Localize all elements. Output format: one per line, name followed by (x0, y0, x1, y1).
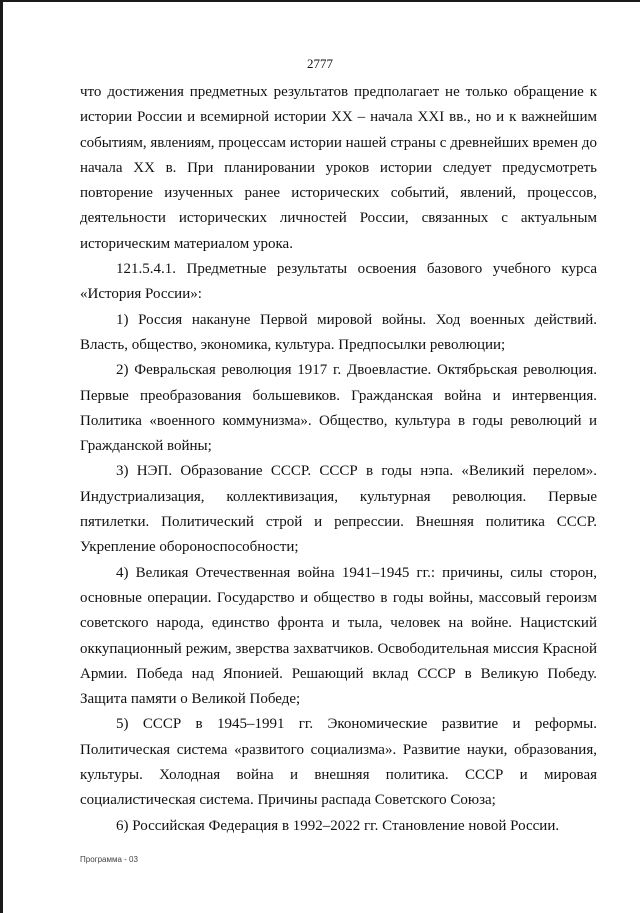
page-number: 2777 (307, 56, 333, 71)
list-item-3: 3) НЭП. Образование СССР. СССР в годы нэпа. «Великий перелом». Индустриализация, коллективизация, культурная революция. Первые пятилетки. Политический строй и репрессии. Внешняя политика СССР. Укрепление обороноспособности; (80, 463, 597, 556)
list-item-6: 6) Российская Федерация в 1992–2022 гг. Становление новой России. (116, 817, 560, 834)
document-body (80, 80, 597, 839)
paragraph-1: что достижения предметных результатов предполагает не только обращение к истории России и всемирной истории XX – начала XXI вв., но и к важнейшим событиям, явлениям, процессам истории нашей страны с древнейших времен до начала XX в. При планировании уроков истории следует предусмотреть повторение изученных ранее исторических событий, явлений, процессов, деятельности исторических личностей России, связанных с актуальным историческим материалом урока. (80, 84, 597, 252)
scan-edge-left (0, 0, 3, 913)
list-item-1: 1) Россия накануне Первой мировой войны. Ход военных действий. Власть, общество, экономика, культура. Предпосылки революции; (80, 311, 597, 353)
footer-label: Программа - 03 (80, 855, 138, 864)
scan-edge-top (0, 0, 640, 2)
list-item-2: 2) Февральская революция 1917 г. Двоевластие. Октябрьская революция. Первые преобразования большевиков. Гражданская война и интервенция. Политика «военного коммунизма». Общество, культура в годы революций и Гражданской войны; (80, 362, 597, 455)
paragraph-2: 121.5.4.1. Предметные результаты освоения базового учебного курса «История России»: (80, 261, 597, 303)
list-item-5: 5) СССР в 1945–1991 гг. Экономические развитие и реформы. Политическая система «развитого социализма». Развитие науки, образования, культуры. Холодная война и внешняя политика. СССР и мировая социалистическая система. Причины распада Советского Союза; (80, 716, 597, 809)
list-item-4: 4) Великая Отечественная война 1941–1945 гг.: причины, силы сторон, основные операции. Государство и общество в годы войны, массовый героизм советского народа, единство фронта и тыла, человек на войне. Нацистский оккупационный режим, зверства захватчиков. Освободительная миссия Красной Армии. Победа над Японией. Решающий вклад СССР в Великую Победу. Защита памяти о Великой Победе; (80, 564, 597, 708)
